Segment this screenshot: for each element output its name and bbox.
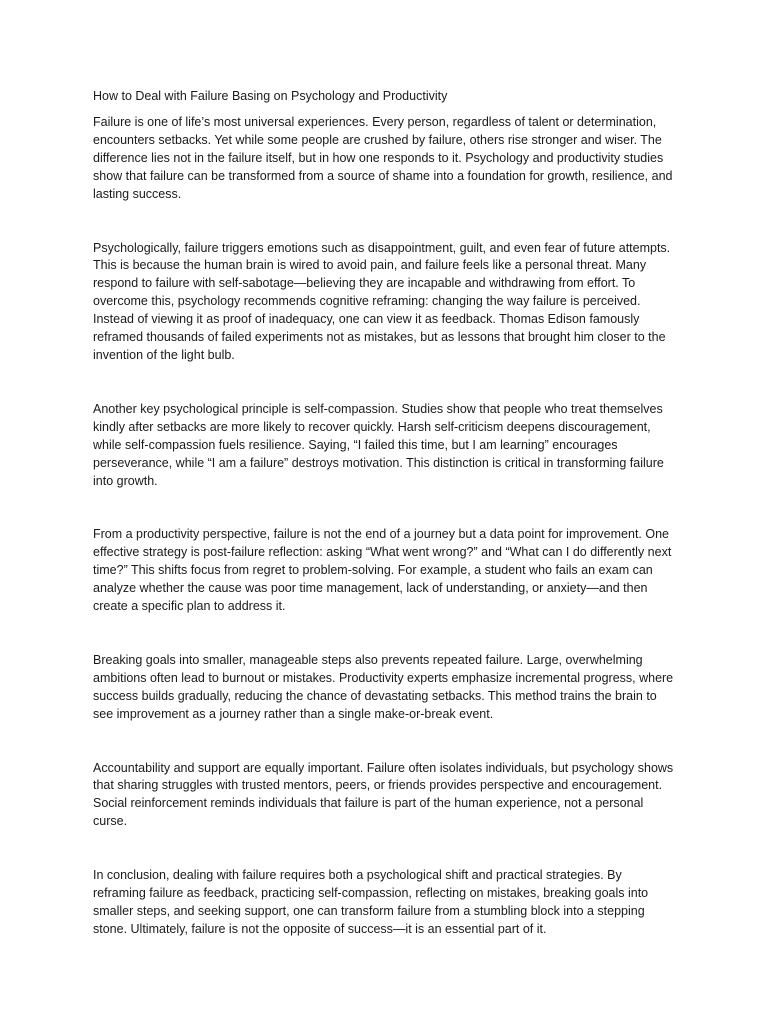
paragraph-productivity-reflection: From a productivity perspective, failure is not the end of a journey but a data point for improvement. One effective strategy is post-failure reflection: asking “What went wrong?” and “What can I do differently next time?” This shifts focus from regret to problem-solving. For example, a student who fails an exam can analyze whether the cause was poor time management, lack of understanding, or anxiety—and then create a specific plan to address it. bbox=[93, 527, 672, 614]
paragraph-smaller-steps: Breaking goals into smaller, manageable steps also prevents repeated failure. Large, overwhelming ambitions often lead to burnout or mistakes. Productivity experts emphasize incremental progress, where success builds gradually, reducing the chance of devastating setbacks. This method trains the brain to see improvement as a journey rather than a single make-or-break event. bbox=[93, 652, 674, 721]
paragraph-self-compassion: Another key psychological principle is self-compassion. Studies show that people who treat themselves kindly after setbacks are more likely to recover quickly. Harsh self-criticism deepens discouragement, while self-compassion fuels resilience. Saying, “I failed this time, but I am learning” encourages perseverance, while “I am a failure” destroys motivation. This distinction is critical in transforming failure into growth. bbox=[93, 401, 664, 488]
document-title: How to Deal with Failure Basing on Psychology and Productivity bbox=[93, 89, 448, 103]
paragraph-psychological-emotions: Psychologically, failure triggers emotions such as disappointment, guilt, and even fear of future attempts. This is because the human brain is wired to avoid pain, and failure feels like a personal threat. Many respond to failure with self-sabotage—believing they are incapable and withdrawing from effort. To overcome this, psychology recommends cognitive reframing: changing the way failure is perceived. Instead of viewing it as proof of inadequacy, one can view it as feedback. Thomas Edison famously reframed thousands of failed experiments not as mistakes, but as lessons that brought him closer to the invention of the light bulb. bbox=[93, 240, 671, 362]
paragraph-conclusion: In conclusion, dealing with failure requires both a psychological shift and practical strategies. By reframing failure as feedback, practicing self-compassion, reflecting on mistakes, breaking goals into smaller steps, and seeking support, one can transform failure from a stumbling block into a stepping stone. Ultimately, failure is not the opposite of success—it is an essential part of it. bbox=[93, 868, 649, 936]
paragraph-intro: Failure is one of life’s most universal experiences. Every person, regardless of talent or determination, encounters setbacks. Yet while some people are crushed by failure, others rise stronger and wiser. The difference lies not in the failure itself, but in how one responds to it. Psychology and productivity studies show that failure can be transformed from a source of shame into a foundation for growth, resilience, and lasting success. bbox=[93, 115, 673, 201]
document-body bbox=[93, 87, 678, 939]
paragraph-accountability: Accountability and support are equally important. Failure often isolates individuals, but psychology shows that sharing struggles with trusted mentors, peers, or friends provides perspective and encouragement. Social reinforcement reminds individuals that failure is part of the human experience, not a personal curse. bbox=[93, 760, 674, 829]
